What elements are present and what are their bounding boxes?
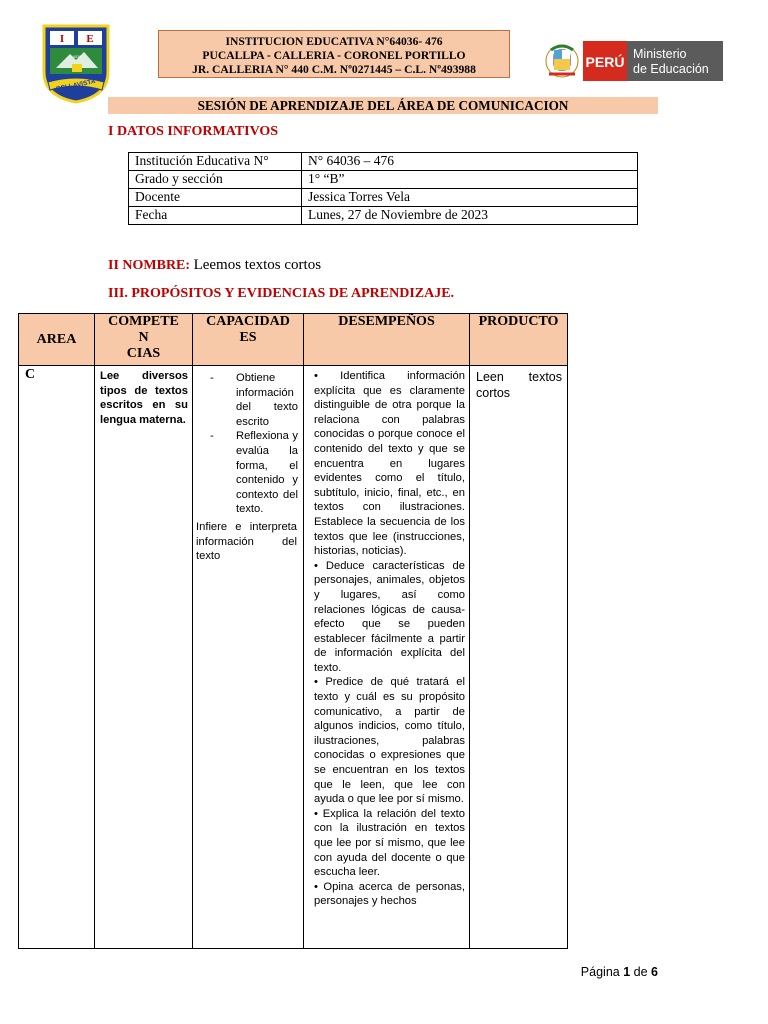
total-pages: 6 xyxy=(651,965,658,979)
producto-text: Leen textos cortos xyxy=(476,370,562,400)
session-title: SESIÓN DE APRENDIZAJE DEL ÁREA DE COMUNICACION xyxy=(108,97,658,114)
capacidad-text: Obtiene información del texto escrito xyxy=(236,372,298,428)
logo-letter-e: E xyxy=(86,33,94,45)
school-shield-logo xyxy=(42,24,110,104)
producto-cell xyxy=(470,366,568,949)
page-number: Página 1 de 6 xyxy=(580,965,658,979)
current-page: 1 xyxy=(623,965,631,979)
session-name: Leemos textos cortos xyxy=(193,257,322,273)
header-line-3: JR. CALLERIA N° 440 C.M. Nº0271445 – C.L. Nº493988 xyxy=(192,63,476,76)
section-heading-datos: I DATOS INFORMATIVOS xyxy=(108,124,279,139)
ministry-line-2: de Educación xyxy=(633,62,709,76)
desempenos-cell xyxy=(304,366,470,949)
list-item: • Explica la relación del texto con la ilustración en textos que lee por sí mismo, que lee con ayuda del docente o que escucha leer. xyxy=(314,807,465,879)
info-value: Lunes, 27 de Noviembre de 2023 xyxy=(302,207,638,225)
learning-purposes-table xyxy=(18,313,568,949)
logo-small-text: 64036 xyxy=(70,54,82,59)
header-competencias: COMPETE N CIAS xyxy=(95,314,193,366)
peru-label: PERÚ xyxy=(585,54,625,70)
competencia-cell xyxy=(95,366,193,949)
info-label: Institución Educativa N° xyxy=(129,153,302,171)
capacidad-extra: Infiere e interpreta información del texto xyxy=(196,520,297,563)
ministry-of-education-logo xyxy=(545,40,725,82)
info-value: 1° “B” xyxy=(302,171,638,189)
table-row xyxy=(19,366,568,949)
table-row xyxy=(129,153,638,171)
header-line-2: PUCALLPA - CALLERIA - CORONEL PORTILLO xyxy=(202,49,466,62)
table-row xyxy=(129,171,638,189)
logo-letter-i: I xyxy=(59,33,65,45)
header-area: AREA xyxy=(19,314,95,366)
list-item: • Identifica información explícita que es claramente distinguible de otra porque la relaciona con palabras conocidas o porque conoce el contenido del texto y que se encuentra en lugares evidentes como el título, subtítulo, inicio, final, etc., en textos con ilustraciones. Establece la secuencia de los textos que lee (instrucciones, historias, noticias). xyxy=(314,370,465,558)
nombre-label: II NOMBRE: xyxy=(108,258,191,273)
capacidades-cell xyxy=(193,366,304,949)
info-label: Docente xyxy=(129,189,302,207)
header-capacidades: CAPACIDAD ES xyxy=(193,314,304,366)
ministry-line-1: Ministerio xyxy=(633,47,687,61)
header-producto: PRODUCTO xyxy=(470,314,568,366)
area-cell xyxy=(19,366,95,949)
list-item: • Predice de qué tratará el texto y cuál es su propósito comunicativo, a partir de algunos indicios, como título, ilustraciones, palabras conocidas o expresiones que se encuentran en los textos que le leen, que lee con ayuda o que lee por sí mismo. xyxy=(314,676,465,806)
section-heading-nombre xyxy=(108,257,321,274)
info-label: Grado y sección xyxy=(129,171,302,189)
area-value: C xyxy=(25,367,36,382)
logo-banner-text: BELLAVISTA xyxy=(55,77,97,94)
header-desempenos: DESEMPEÑOS xyxy=(304,314,470,366)
info-label: Fecha xyxy=(129,207,302,225)
table-row xyxy=(129,207,638,225)
table-row xyxy=(129,189,638,207)
info-value: Jessica Torres Vela xyxy=(302,189,638,207)
list-item: • Deduce características de personajes, animales, objetos y lugares, así como relaciones lógicas de causa-efecto que se pueden establecer fácilmente a partir de información explícita del texto. xyxy=(314,559,465,674)
list-item: - Reflexiona y evalúa la forma, el contenido y contexto del texto. xyxy=(210,430,298,516)
institution-header xyxy=(158,30,510,78)
peru-coat-of-arms-icon xyxy=(546,45,578,77)
header-line-1: INSTITUCION EDUCATIVA N°64036- 476 xyxy=(225,35,443,48)
capacidad-text: Reflexiona y evalúa la forma, el contenido y contexto del texto. xyxy=(236,430,298,516)
info-table xyxy=(128,152,638,225)
table-header-row xyxy=(19,314,568,366)
list-item: • Opina acerca de personas, personajes y hechos xyxy=(314,880,465,908)
list-item: - Obtiene información del texto escrito xyxy=(210,372,298,428)
section-heading-propositos: III. PROPÓSITOS Y EVIDENCIAS DE APRENDIZAJE. xyxy=(108,286,455,301)
competencia-text: Lee diversos tipos de textos escritos en su lengua materna. xyxy=(100,370,188,426)
info-value: N° 64036 – 476 xyxy=(302,153,638,171)
